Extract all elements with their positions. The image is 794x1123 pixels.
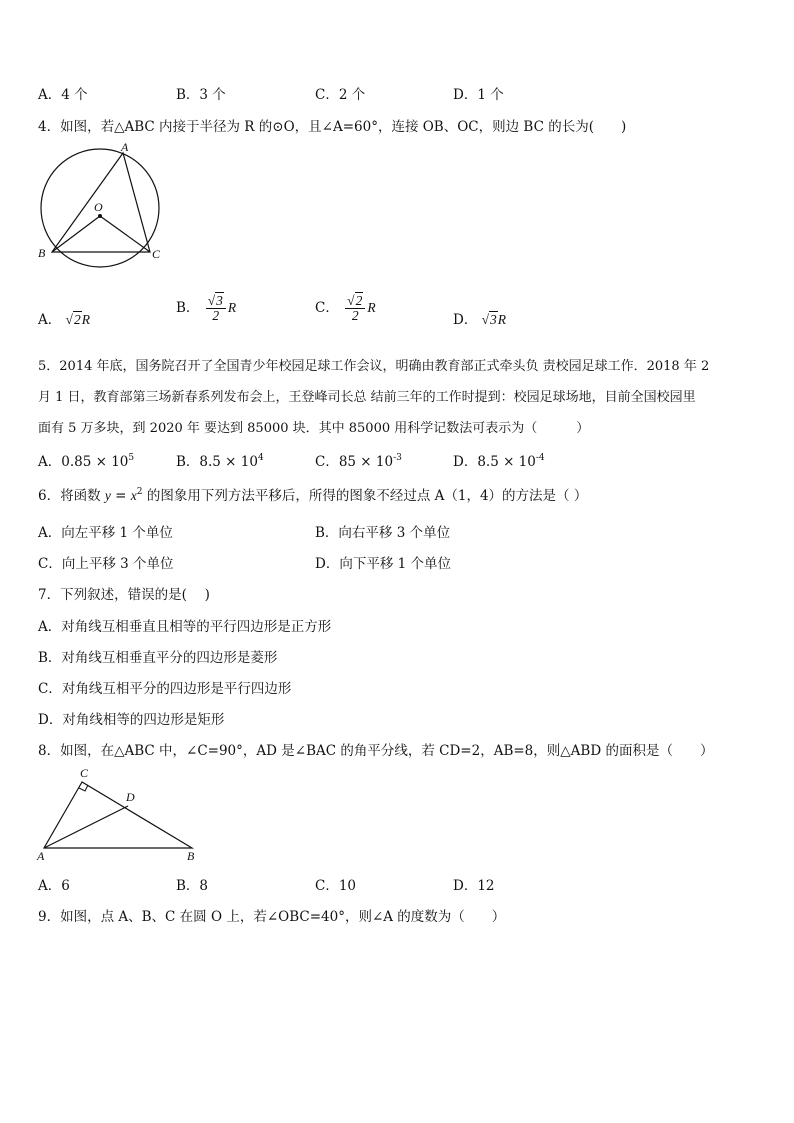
q4-option-d: D． √3R <box>453 312 507 328</box>
q5-option-d-exp: -4 <box>535 453 545 463</box>
q6-func-eq: = <box>110 488 131 504</box>
q4-option-b: B． $\frac{√3}{2}$ R <box>176 293 237 324</box>
q5-option-c-base: C．85 × 10 <box>315 454 394 470</box>
q6-func-exp: 2 <box>136 487 143 497</box>
q4-option-b-label: B． <box>176 300 200 317</box>
q4-option-b-tail: R <box>227 300 237 316</box>
q4-option-d-label: D． <box>453 312 478 328</box>
q7-stem: 7．下列叙述，错误的是( ) <box>38 587 210 603</box>
q6-func-y: y <box>104 488 111 503</box>
q4-option-d-radicand: 3 <box>490 312 497 327</box>
q5-line-1: 5．2014 年底，国务院召开了全国青少年校园足球工作会议，明确由教育部正式牵头负 责校园足球工作．2018 年 2 <box>38 359 710 374</box>
q4-stem: 4．如图，若△ABC 内接于半径为 R 的⊙O，且∠A=60°，连接 OB、OC，则边 BC 的长为( ) <box>38 119 627 135</box>
q4-option-c-den: 2 <box>351 308 359 324</box>
q3-option-c: C．2 个 <box>315 87 366 103</box>
label-d: D <box>126 790 135 804</box>
q5-option-d <box>453 450 545 470</box>
q6-option-d: D．向下平移 1 个单位 <box>315 556 451 572</box>
q7-option-a: A．对角线互相垂直且相等的平行四边形是正方形 <box>38 619 332 635</box>
q6-stem <box>38 484 587 504</box>
q3-option-b: B．3 个 <box>176 87 226 103</box>
q8-stem: 8．如图，在△ABC 中，∠C=90°，AD 是∠BAC 的角平分线，若 CD=2，AB=8，则△ABD 的面积是（ ） <box>38 743 714 759</box>
triangle-abc-right <box>44 782 192 848</box>
q5-option-a <box>38 450 134 470</box>
q6-stem-pre: 6．将函数 <box>38 488 105 504</box>
q4-option-c-tail: R <box>367 300 376 316</box>
label-c: C <box>80 766 89 780</box>
label-b: B <box>38 246 46 260</box>
q6-option-a: A．向左平移 1 个单位 <box>38 525 173 541</box>
q6-option-c: C．向上平移 3 个单位 <box>38 556 174 572</box>
q8-option-d: D．12 <box>453 878 495 894</box>
label-a: A <box>37 849 45 863</box>
q4-option-c-label: C． <box>315 300 339 317</box>
q5-option-d-base: D．8.5 × 10 <box>453 454 536 470</box>
q4-option-b-radicand: 3 <box>216 293 223 308</box>
segment-oc <box>100 216 150 252</box>
q5-option-c <box>315 450 402 470</box>
q6-func-x: x <box>130 488 137 503</box>
label-b: B <box>187 849 195 863</box>
q5-option-a-base: A．0.85 × 10 <box>38 454 129 470</box>
q4-figure-circle <box>30 138 170 278</box>
label-c: C <box>152 247 161 261</box>
segment-ob <box>52 216 100 252</box>
q4-option-a-radicand: 2 <box>73 312 81 327</box>
q4-option-d-tail: R <box>497 312 507 327</box>
label-o: O <box>94 200 103 214</box>
q5-option-b-exp: 4 <box>257 453 264 463</box>
q5-line-3: 面有 5 万多块，到 2020 年 要达到 85000 块．其中 85000 用科学记数法可表示为（ ） <box>38 421 590 436</box>
q8-option-a: A．6 <box>38 878 70 894</box>
q6-stem-post: 的图象用下列方法平移后，所得的图象不经过点 A（1，4）的方法是（ ） <box>142 488 588 504</box>
q3-option-a: A．4 个 <box>38 87 88 103</box>
q7-option-b: B．对角线互相垂直平分的四边形是菱形 <box>38 650 278 666</box>
q4-option-b-den: 2 <box>212 308 220 324</box>
q8-option-b: B．8 <box>176 878 209 894</box>
center-point-o <box>98 214 102 218</box>
q6-option-b: B．向右平移 3 个单位 <box>315 525 451 541</box>
q3-option-d: D．1 个 <box>453 87 504 103</box>
q8-option-c: C．10 <box>315 878 357 894</box>
q4-option-a: A． √2R <box>38 312 90 328</box>
q5-option-c-exp: -3 <box>393 453 402 463</box>
q8-figure-triangle <box>30 762 210 864</box>
q7-option-c: C．对角线互相平分的四边形是平行四边形 <box>38 681 292 697</box>
q7-option-d: D．对角线相等的四边形是矩形 <box>38 712 225 728</box>
q5-option-b-base: B．8.5 × 10 <box>176 454 258 470</box>
q4-option-c-radicand: 2 <box>355 293 363 308</box>
q5-line-2: 月 1 日，教育部第三场新春系列发布会上，王登峰司长总 结前三年的工作时提到：校园足球场地，目前全国校园里 <box>38 390 696 405</box>
q4-option-a-label: A． <box>38 312 62 328</box>
q5-option-a-exp: 5 <box>128 453 135 463</box>
q4-option-c: C． $\frac{√2}{2}$ R <box>315 293 376 324</box>
q9-stem: 9．如图，点 A、B、C 在圆 O 上，若∠OBC=40°，则∠A 的度数为（ ） <box>38 909 506 925</box>
q4-option-a-tail: R <box>81 312 90 327</box>
label-a: A <box>121 140 129 154</box>
q5-option-b <box>176 450 264 470</box>
